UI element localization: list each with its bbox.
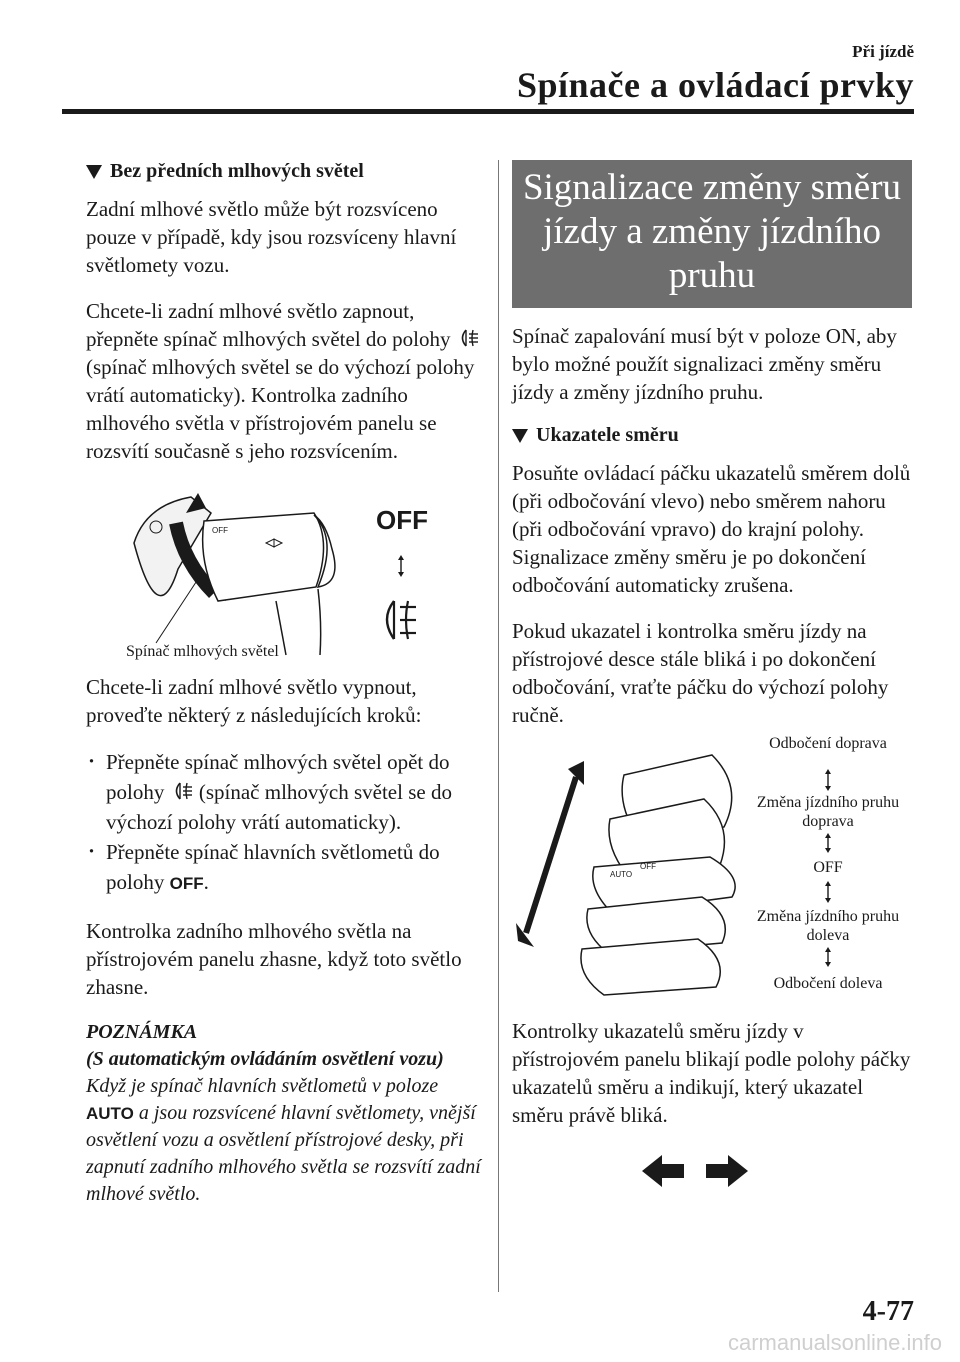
- list-item-text: (spínač mlhových světel se do výchozí polohy vrátí automaticky).: [106, 780, 452, 834]
- paragraph-fog-on: [86, 297, 486, 465]
- label-turn-left: Odbočení doleva: [773, 975, 883, 992]
- note-block: [86, 1019, 486, 1208]
- list-item-text: Přepněte spínač hlavních světlometů do polohy: [106, 840, 440, 894]
- turn-arrows-drawing: [512, 1151, 912, 1191]
- svg-text:OFF: OFF: [212, 526, 228, 535]
- fog-switch-illustration: [86, 483, 486, 665]
- paragraph: Chcete-li zadní mlhové světlo vypnout, proveďte některý z následujících kroků:: [86, 675, 422, 727]
- watermark: carmanualsonline.info: [727, 1330, 942, 1355]
- subheading-no-front-fog: [86, 160, 486, 183]
- svg-text:OFF: OFF: [640, 862, 656, 871]
- svg-text:AUTO: AUTO: [610, 870, 633, 879]
- paragraph: Kontrolka zadního mlhového světla na přístrojovém panelu zhasne, když toto světlo zhasne.: [86, 919, 462, 999]
- subheading-turn-signals: [512, 424, 912, 447]
- paragraph: Pokud ukazatel i kontrolka směru jízdy na přístrojové desce stále bliká i po dokončení odbočování, vraťte páčku do výchozí polohy ručně.: [512, 619, 889, 727]
- list-item-text: Přepněte spínač mlhových světel opět do polohy: [106, 750, 450, 804]
- label-off: OFF: [813, 859, 843, 876]
- triangle-bullet-icon: [86, 165, 102, 179]
- paragraph: Zadní mlhové světlo může být rozsvíceno pouze v případě, kdy jsou rozsvíceny hlavní světlomety vozu.: [86, 197, 457, 277]
- paragraph-text: (spínač mlhových světel se do výchozí polohy vrátí automaticky). Kontrolka zadního mlhového světla v přístrojovém panelu se rozsvítí současně s jeho rozsvícením.: [86, 355, 475, 463]
- subheading-text: Ukazatele směru: [536, 424, 679, 446]
- column-divider: [498, 160, 499, 1292]
- list-item: [86, 837, 486, 899]
- header-rule: [62, 109, 914, 114]
- paragraph: Spínač zapalování musí být v poloze ON, aby bylo možné použít signalizaci změny směru jízdy a změny jízdního pruhu.: [512, 324, 897, 404]
- left-column: [86, 160, 486, 1208]
- paragraph-text: Chcete-li zadní mlhové světlo zapnout, přepněte spínač mlhových světel do polohy: [86, 299, 451, 351]
- off-label: OFF: [376, 505, 428, 535]
- steps-list: [86, 747, 486, 899]
- note-text: [86, 1073, 486, 1208]
- paragraph: Posuňte ovládací páčku ukazatelů směrem dolů (při odbočování vlevo) nebo směrem nahoru (při odbočování vpravo) do krajní polohy. Signalizace změny směru je po dokončení odbočování automaticky zrušena.: [512, 461, 911, 597]
- off-position-label: OFF: [169, 874, 204, 893]
- section-heading: Signalizace změny směru jízdy a změny jízdního pruhu: [512, 160, 912, 308]
- header-section-small: Při jízdě: [852, 42, 914, 61]
- header-section-title: Spínače a ovládací prvky: [516, 65, 914, 105]
- note-subtitle: (S automatickým ovládáním osvětlení vozu): [86, 1048, 444, 1070]
- label-lane-change-left: Změna jízdního pruhu doleva: [756, 908, 900, 944]
- list-item-text: .: [203, 870, 209, 894]
- turn-signal-drawing: [512, 747, 912, 1009]
- page-number: 4-77: [862, 1296, 914, 1327]
- rear-fog-icon: [456, 327, 480, 349]
- fog-switch-caption: Spínač mlhových světel: [126, 643, 279, 660]
- paragraph: Kontrolky ukazatelů směru jízdy v přístrojovém panelu blikají podle polohy páčky ukazatelů směru a indikují, který ukazatel směru právě bliká.: [512, 1019, 911, 1127]
- triangle-bullet-icon: [512, 429, 528, 443]
- subheading-text: Bez předních mlhových světel: [110, 160, 364, 182]
- label-turn-right: Odbočení doprava: [769, 735, 887, 752]
- note-text-part: a jsou rozsvícené hlavní světlomety, vnější osvětlení vozu a osvětlení přístrojové desky, při zapnutí zadního mlhového světla se rozsvítí zadní mlhové světlo.: [86, 1102, 481, 1205]
- note-title: POZNÁMKA: [86, 1021, 198, 1043]
- left-turn-arrow-icon: [642, 1155, 684, 1187]
- right-turn-arrow-icon: [706, 1155, 748, 1187]
- list-item: [86, 747, 486, 837]
- turn-indicator-icons: [512, 1151, 912, 1191]
- label-lane-change-right: Změna jízdního pruhu doprava: [756, 794, 900, 830]
- rear-fog-icon: [170, 780, 194, 802]
- right-column: [512, 160, 912, 1191]
- note-text-part: Když je spínač hlavních světlometů v poloze: [86, 1075, 439, 1097]
- turn-signal-illustration: [512, 735, 912, 1009]
- auto-position-label: AUTO: [86, 1104, 134, 1123]
